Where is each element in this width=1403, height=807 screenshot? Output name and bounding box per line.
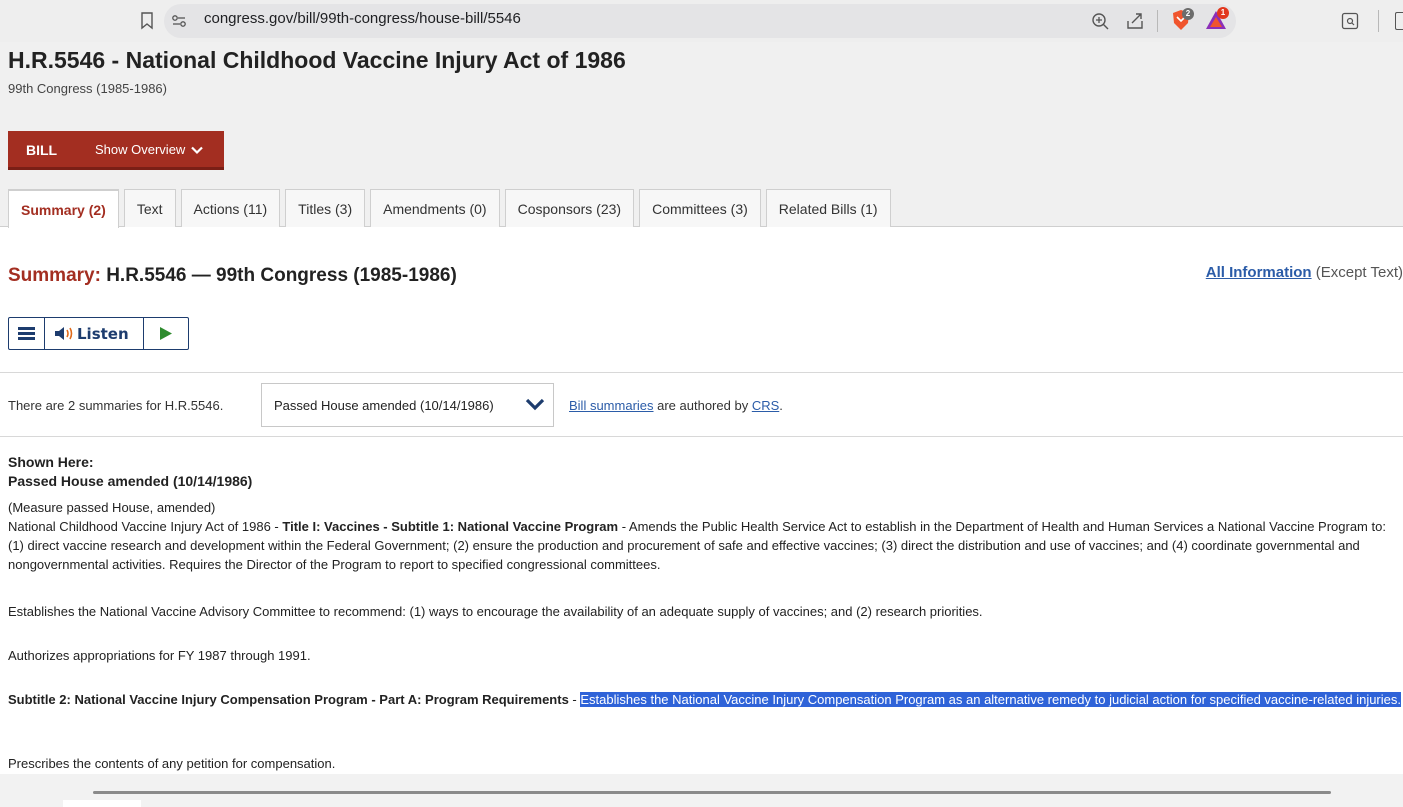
- bottom-panel-tab: [63, 800, 141, 807]
- summary-text: National Childhood Vaccine Injury Act of 1986 -: [8, 519, 283, 534]
- zoom-icon[interactable]: [1090, 11, 1110, 31]
- bill-summaries-link[interactable]: Bill summaries: [569, 398, 654, 413]
- toolbar-divider: [1378, 10, 1379, 32]
- brave-shields-count: 2: [1182, 8, 1194, 20]
- summary-section-title: Title I: Vaccines - Subtitle 1: National Vaccine Program: [282, 519, 619, 534]
- tab-titles[interactable]: Titles (3): [285, 189, 365, 227]
- bookmark-icon[interactable]: [140, 12, 154, 30]
- listen-button[interactable]: [45, 318, 144, 349]
- summary-text: - Amends the Public Health Service Act to establish in the Department of Health and Human Services a National Vaccine Program to: (1) direct vaccine research and development within the Federal Government; (2) ensure the production and procurement of safe and effective vaccines; (3) direct the distribution and use of vaccines; and (4) coordinate governmental and nongovernmental activities. Requires the Director of the Program to report to specified congressional committees.: [8, 519, 1386, 572]
- shown-here-heading: [8, 453, 252, 491]
- shown-here-label: Shown Here:: [8, 454, 94, 470]
- summary-version-value: Passed House amended (10/14/1986): [274, 398, 494, 413]
- bill-tabs: [8, 189, 891, 227]
- measure-note: (Measure passed House, amended): [8, 500, 216, 515]
- site-settings-icon[interactable]: [170, 12, 188, 30]
- speaker-icon: [53, 325, 75, 342]
- summary-heading: [8, 265, 457, 287]
- summary-heading-rest: H.R.5546 — 99th Congress (1985-1986): [100, 265, 457, 286]
- tab-text[interactable]: Text: [124, 189, 176, 227]
- browser-toolbar: [0, 0, 1403, 42]
- selected-text-highlight: Establishes the National Vaccine Injury Compensation Program as an alternative remedy to judicial action for specified vaccine-related injuries.: [580, 692, 1401, 707]
- summary-heading-lead: Summary:: [8, 265, 101, 286]
- tab-summary[interactable]: Summary (2): [8, 189, 119, 228]
- tab-related-bills[interactable]: Related Bills (1): [766, 189, 891, 227]
- summary-paragraph: [8, 690, 1403, 709]
- text-to-speech-player: [8, 317, 189, 350]
- chevron-down-icon: [191, 146, 203, 155]
- all-information-suffix: (Except Text): [1311, 264, 1403, 281]
- toolbar-divider: [1157, 10, 1158, 32]
- divider: [0, 372, 1403, 373]
- summary-paragraph: Prescribes the contents of any petition for compensation.: [8, 756, 336, 771]
- share-icon[interactable]: [1125, 11, 1145, 31]
- summary-paragraph: Establishes the National Vaccine Advisory Committee to recommend: (1) ways to encourage the availability of an adequate supply of vaccines; and (2) research priorities.: [8, 604, 983, 619]
- chevron-down-icon: [525, 397, 545, 413]
- tab-committees[interactable]: Committees (3): [639, 189, 761, 227]
- divider: [0, 436, 1403, 437]
- play-icon: [144, 318, 188, 349]
- bill-type-label: BILL: [26, 142, 58, 158]
- tab-amendments[interactable]: Amendments (0): [370, 189, 499, 227]
- show-overview-label: Show Overview: [95, 142, 186, 157]
- sidebar-icon[interactable]: [1395, 12, 1403, 30]
- summary-paragraph: Authorizes appropriations for FY 1987 through 1991.: [8, 648, 311, 663]
- url-text[interactable]: congress.gov/bill/99th-congress/house-bill/5546: [204, 10, 521, 27]
- congress-subtitle: 99th Congress (1985-1986): [8, 81, 167, 96]
- authored-by-connector: are authored by: [653, 398, 752, 413]
- all-information-link[interactable]: All Information: [1205, 264, 1312, 281]
- summary-paragraph: [8, 498, 1403, 574]
- listen-label: Listen: [77, 325, 129, 343]
- horizontal-scrollbar[interactable]: [93, 791, 1331, 794]
- summary-count-text: There are 2 summaries for H.R.5546.: [8, 398, 224, 413]
- tab-cosponsors[interactable]: Cosponsors (23): [505, 189, 635, 227]
- shown-here-version: Passed House amended (10/14/1986): [8, 473, 253, 489]
- reader-mode-icon[interactable]: [1341, 12, 1359, 30]
- show-overview-button[interactable]: [95, 142, 203, 157]
- play-button[interactable]: [144, 318, 188, 349]
- bottom-bar: [0, 774, 1403, 807]
- authored-by-end: .: [779, 398, 783, 413]
- summary-section-title: Subtitle 2: National Vaccine Injury Compensation Program - Part A: Program Requirements: [8, 692, 569, 707]
- bill-overview-bar: [8, 131, 224, 170]
- summary-text: -: [568, 692, 581, 707]
- page-title: H.R.5546 - National Childhood Vaccine Injury Act of 1986: [8, 47, 626, 73]
- tab-actions[interactable]: Actions (11): [181, 189, 281, 227]
- player-menu-button[interactable]: [9, 318, 45, 349]
- authored-by-text: [569, 398, 783, 413]
- brave-rewards-count: 1: [1217, 7, 1229, 19]
- summary-version-select[interactable]: [261, 383, 554, 427]
- crs-link[interactable]: CRS: [751, 398, 780, 413]
- menu-icon: [9, 318, 45, 349]
- all-information-link-group: [1206, 264, 1403, 281]
